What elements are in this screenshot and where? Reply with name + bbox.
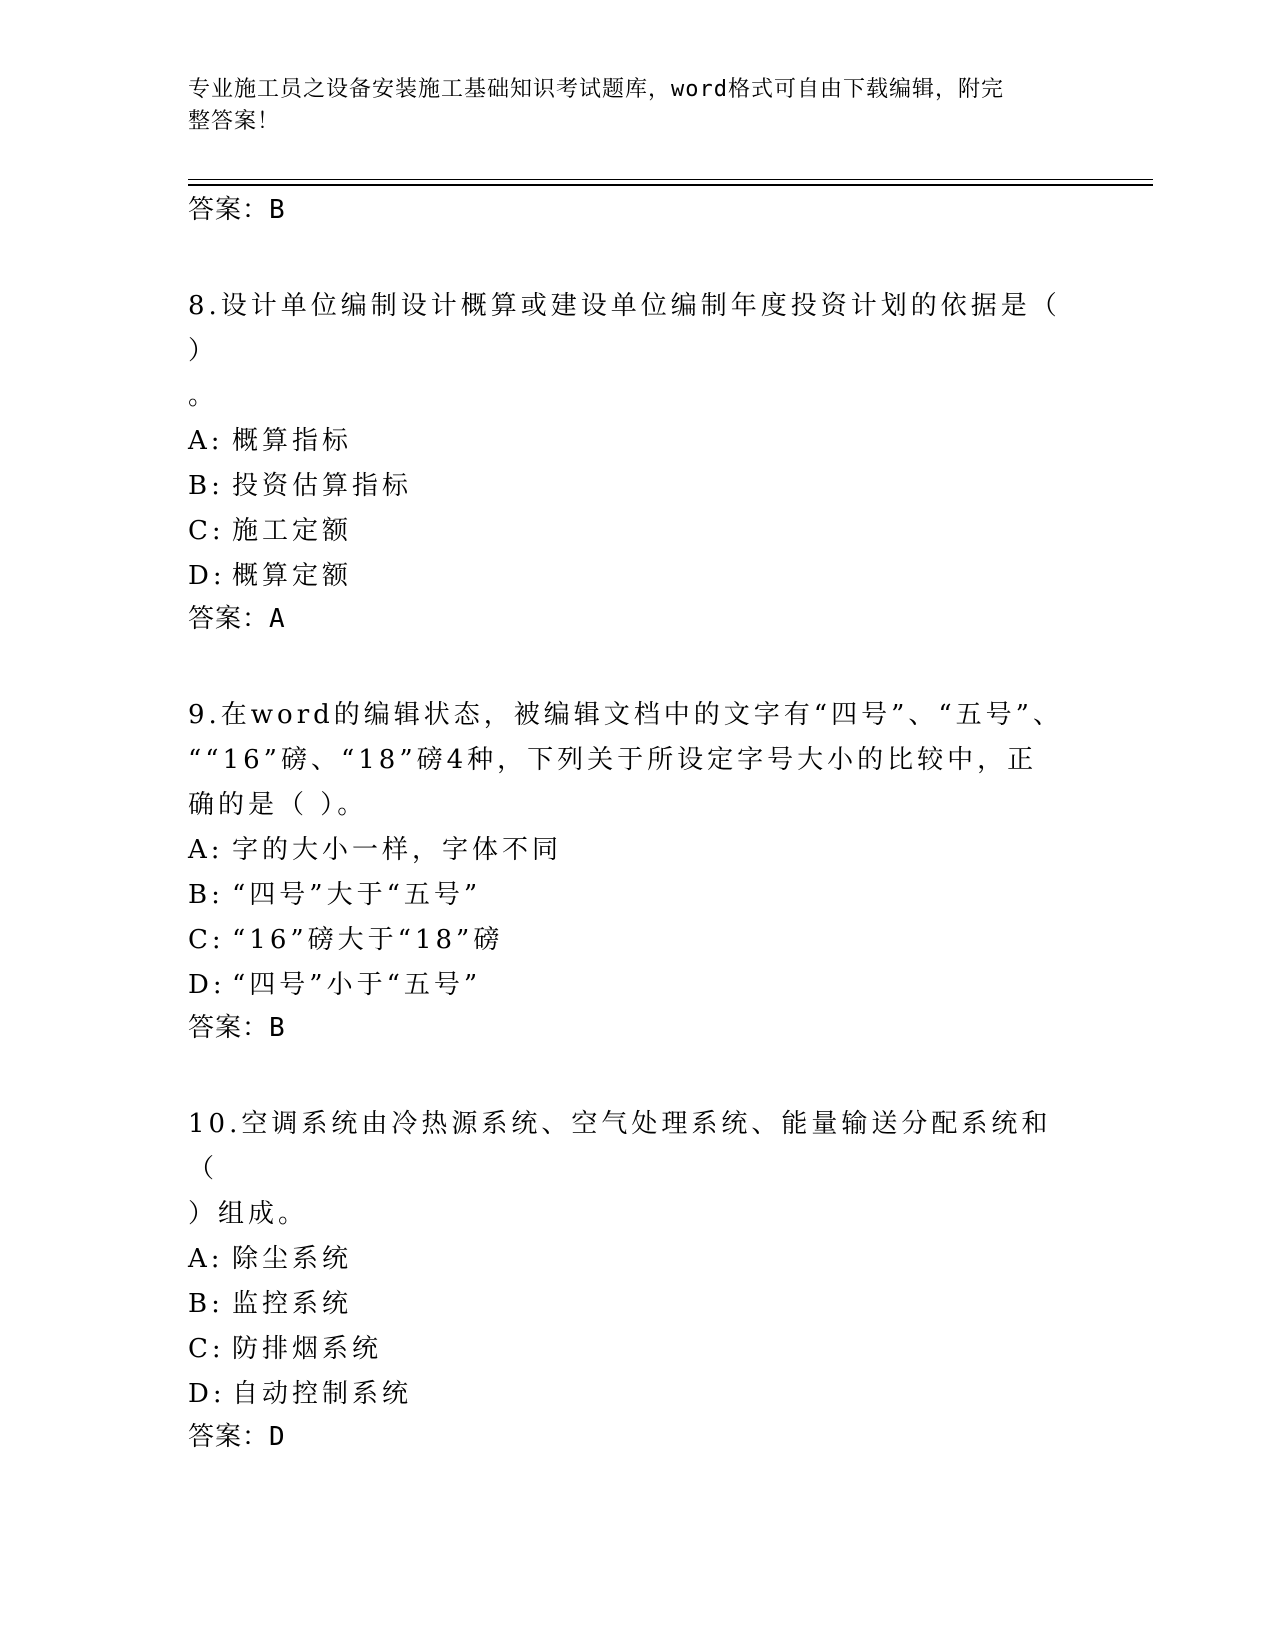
header-line-1: 专业施工员之设备安装施工基础知识考试题库，word格式可自由下载编辑，附完 xyxy=(188,77,1004,102)
question-text-line: 8.设计单位编制设计概算或建设单位编制年度投资计划的依据是（ ） xyxy=(188,291,1061,366)
option-letter: A: xyxy=(188,426,224,456)
spacer xyxy=(188,230,1068,284)
option-c xyxy=(188,509,1068,554)
option-letter: B: xyxy=(188,471,224,501)
question-text-line: 确的是（ ）。 xyxy=(188,790,368,820)
option-text: “四号”大于“五号” xyxy=(232,880,482,910)
option-text: 防排烟系统 xyxy=(232,1334,383,1364)
answer-line: 答案：A xyxy=(188,604,286,634)
option-text: 施工定额 xyxy=(232,516,353,546)
option-text: “16”磅大于“18”磅 xyxy=(232,925,504,955)
option-letter: B: xyxy=(188,1289,224,1319)
question-text xyxy=(188,284,1068,419)
question-text-line: 10.空调系统由冷热源系统、空气处理系统、能量输送分配系统和（ xyxy=(188,1109,1052,1184)
question-10 xyxy=(188,1102,1068,1457)
option-text: 概算指标 xyxy=(232,426,353,456)
option-letter: D: xyxy=(188,561,226,591)
option-d xyxy=(188,554,1068,599)
option-b xyxy=(188,464,1068,509)
option-letter: B: xyxy=(188,880,224,910)
option-letter: A: xyxy=(188,835,224,865)
option-letter: D: xyxy=(188,1379,226,1409)
question-text-line: 。 xyxy=(188,381,219,411)
option-letter: C: xyxy=(188,516,225,546)
option-letter: A: xyxy=(188,1244,224,1274)
spacer xyxy=(188,639,1068,693)
question-text-line: ）组成。 xyxy=(188,1199,309,1229)
option-letter: C: xyxy=(188,1334,225,1364)
option-b xyxy=(188,873,1068,918)
question-text-line: ““16”磅、“18”磅4种，下列关于所设定字号大小的比较中，正 xyxy=(188,745,1038,775)
option-a xyxy=(188,828,1068,873)
document-body xyxy=(188,190,1068,1457)
option-d xyxy=(188,963,1068,1008)
answer-line: 答案：B xyxy=(188,195,286,225)
question-text xyxy=(188,1102,1068,1237)
answer-line: 答案：D xyxy=(188,1422,286,1452)
option-text: 监控系统 xyxy=(232,1289,353,1319)
option-text: 投资估算指标 xyxy=(232,471,413,501)
option-a xyxy=(188,419,1068,464)
question-9 xyxy=(188,693,1068,1048)
option-c xyxy=(188,918,1068,963)
option-d xyxy=(188,1372,1068,1417)
option-text: “四号”小于“五号” xyxy=(232,970,482,1000)
question-text xyxy=(188,693,1068,828)
question-text-line: 9.在word的编辑状态，被编辑文档中的文字有“四号”、“五号”、 xyxy=(188,700,1063,730)
option-b xyxy=(188,1282,1068,1327)
option-letter: D: xyxy=(188,970,226,1000)
answer-line: 答案：B xyxy=(188,1013,286,1043)
header-divider-thin xyxy=(188,179,1153,180)
question-8 xyxy=(188,284,1068,639)
option-text: 自动控制系统 xyxy=(232,1379,413,1409)
option-text: 字的大小一样，字体不同 xyxy=(232,835,563,865)
option-text: 概算定额 xyxy=(232,561,353,591)
option-c xyxy=(188,1327,1068,1372)
option-text: 除尘系统 xyxy=(232,1244,353,1274)
option-letter: C: xyxy=(188,925,225,955)
document-header xyxy=(188,74,1068,138)
header-line-2: 整答案！ xyxy=(188,109,281,134)
option-a xyxy=(188,1237,1068,1282)
spacer xyxy=(188,1048,1068,1102)
header-divider-thick xyxy=(188,184,1153,186)
